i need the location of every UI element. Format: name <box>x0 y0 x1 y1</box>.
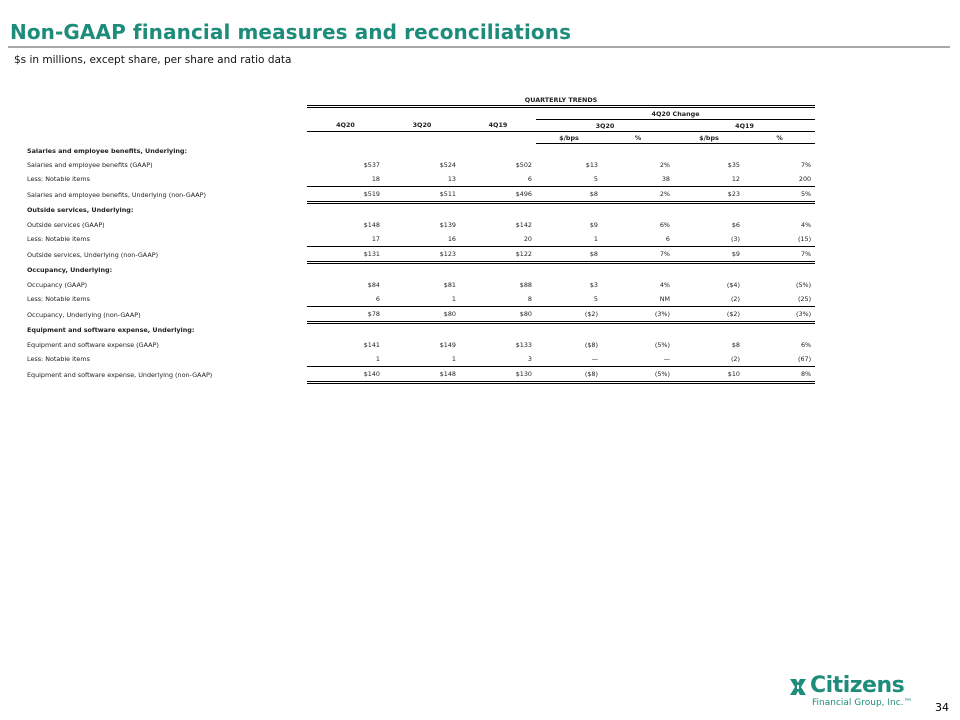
cell-value: ($4) <box>726 281 740 289</box>
row-label: Outside services, Underlying (non-GAAP) <box>27 250 159 259</box>
cell-value: $9 <box>589 221 598 229</box>
logo-wordmark: Citizens <box>810 673 905 698</box>
cell-value: 6% <box>800 341 812 349</box>
page-number: 34 <box>935 701 949 714</box>
section-label: Equipment and software expense, Underlying: <box>27 326 195 335</box>
page-subtitle: $s in millions, except share, per share and ratio data <box>14 54 292 66</box>
section-row <box>27 144 815 159</box>
empty-cell <box>384 323 460 339</box>
row-label: Salaries and employee benefits, Underlying (non-GAAP) <box>27 190 206 199</box>
cell-value: ($8) <box>584 341 598 349</box>
cell-value: 1 <box>307 352 384 367</box>
row-label: Less: Notable items <box>27 175 90 184</box>
cell-value: 16 <box>384 232 460 247</box>
cell-value: 7% <box>602 247 674 263</box>
page-title: Non-GAAP financial measures and reconciliations <box>10 20 572 44</box>
col-header-pct-4q19: % <box>744 132 815 144</box>
cell-value: $130 <box>460 367 536 383</box>
cell-value: ($2) <box>674 307 744 323</box>
cell-value: 12 <box>674 172 744 187</box>
cell-value: $122 <box>460 247 536 263</box>
cell-value: — <box>536 352 602 367</box>
table-row <box>27 172 815 187</box>
empty-cell <box>674 203 744 219</box>
cell-value: $80 <box>460 307 536 323</box>
cell-value: ($2) <box>536 307 602 323</box>
header-row-units <box>27 132 815 144</box>
cell-value: $80 <box>384 307 460 323</box>
empty-cell <box>744 263 815 279</box>
cell-value: $149 <box>439 341 456 349</box>
cell-value: $84 <box>367 281 380 289</box>
row-label: Less: Notable items <box>27 235 90 244</box>
cell-value: 6 <box>307 292 384 307</box>
cell-value: 6% <box>659 221 670 229</box>
empty-cell <box>384 144 460 159</box>
cell-value: 38 <box>602 172 674 187</box>
col-header-bps-3q20: $/bps <box>536 132 602 144</box>
cell-value: $8 <box>731 341 740 349</box>
cell-value: $8 <box>536 247 602 263</box>
cell-value: 7% <box>800 161 812 169</box>
table-row <box>27 247 815 263</box>
empty-cell <box>307 323 384 339</box>
header-row-group <box>27 94 815 107</box>
table-row <box>27 352 815 367</box>
cell-value: 20 <box>460 232 536 247</box>
cell-value: $511 <box>384 187 460 203</box>
row-label: Equipment and software expense, Underlying (non-GAAP) <box>27 370 213 379</box>
empty-cell <box>602 263 674 279</box>
cell-value: (5%) <box>795 281 812 289</box>
cell-value: $141 <box>363 341 380 349</box>
cell-value: (3%) <box>602 307 674 323</box>
cell-value: 4% <box>659 281 670 289</box>
cell-value: $88 <box>519 281 532 289</box>
cell-value: 17 <box>307 232 384 247</box>
cell-value: 6 <box>460 172 536 187</box>
cell-value: (2) <box>674 292 744 307</box>
empty-cell <box>744 203 815 219</box>
row-label: Less: Notable items <box>27 295 90 304</box>
cell-value: $139 <box>439 221 456 229</box>
empty-cell <box>384 203 460 219</box>
section-label: Outside services, Underlying: <box>27 206 134 215</box>
row-label: Salaries and employee benefits (GAAP) <box>27 161 153 169</box>
cell-value: $78 <box>307 307 384 323</box>
row-label: Occupancy, Underlying (non-GAAP) <box>27 310 141 319</box>
cell-value: 5 <box>536 172 602 187</box>
empty-cell <box>674 323 744 339</box>
cell-value: $10 <box>674 367 744 383</box>
cell-value: ($8) <box>536 367 602 383</box>
cell-value: $9 <box>674 247 744 263</box>
empty-cell <box>307 203 384 219</box>
cell-value: $6 <box>731 221 740 229</box>
cell-value: 1 <box>384 292 460 307</box>
cell-value: $131 <box>307 247 384 263</box>
empty-cell <box>460 323 536 339</box>
table-row <box>27 307 815 323</box>
empty-cell <box>744 144 815 159</box>
empty-cell <box>460 203 536 219</box>
empty-cell <box>536 323 602 339</box>
col-header-4q19: 4Q19 <box>460 120 536 132</box>
cell-value: 5 <box>536 292 602 307</box>
cell-value: 8 <box>460 292 536 307</box>
cell-value: $123 <box>384 247 460 263</box>
row-label: Equipment and software expense (GAAP) <box>27 341 159 349</box>
cell-value: $81 <box>443 281 456 289</box>
col-header-4q20: 4Q20 <box>307 120 384 132</box>
empty-cell <box>536 203 602 219</box>
empty-cell <box>536 263 602 279</box>
cell-value: $519 <box>307 187 384 203</box>
logo-subtitle: Financial Group, Inc.™ <box>812 698 913 708</box>
cell-value: 3 <box>460 352 536 367</box>
cell-value: 8% <box>744 367 815 383</box>
title-divider <box>8 46 950 48</box>
citizens-logo-icon <box>788 677 808 697</box>
change-group-4q19: 4Q19 <box>674 120 815 132</box>
cell-value: (2) <box>674 352 744 367</box>
cell-value: (5%) <box>654 341 670 349</box>
cell-value: (15) <box>744 232 815 247</box>
cell-value: $502 <box>515 161 532 169</box>
table-row <box>27 292 815 307</box>
empty-cell <box>674 144 744 159</box>
section-row <box>27 323 815 339</box>
quarterly-trends-header: QUARTERLY TRENDS <box>307 94 815 107</box>
cell-value: (3) <box>674 232 744 247</box>
table-row <box>27 338 815 352</box>
cell-value: 6 <box>602 232 674 247</box>
row-label: Occupancy (GAAP) <box>27 281 88 289</box>
cell-value: 2% <box>659 161 670 169</box>
row-label: Outside services (GAAP) <box>27 221 105 229</box>
cell-value: $524 <box>439 161 456 169</box>
empty-cell <box>307 144 384 159</box>
table-row <box>27 367 815 383</box>
header-row-change <box>27 107 815 120</box>
cell-value: 5% <box>744 187 815 203</box>
cell-value: 2% <box>602 187 674 203</box>
table-row <box>27 218 815 232</box>
cell-value: NM <box>602 292 674 307</box>
change-group-3q20: 3Q20 <box>536 120 674 132</box>
table-row <box>27 278 815 292</box>
empty-cell <box>744 323 815 339</box>
reconciliation-table <box>27 94 815 384</box>
cell-value: $496 <box>460 187 536 203</box>
empty-cell <box>384 263 460 279</box>
empty-cell <box>602 203 674 219</box>
table-row <box>27 232 815 247</box>
cell-value: $148 <box>363 221 380 229</box>
cell-value: $8 <box>536 187 602 203</box>
section-label: Salaries and employee benefits, Underlying: <box>27 146 188 155</box>
cell-value: 13 <box>384 172 460 187</box>
cell-value: $13 <box>585 161 598 169</box>
col-header-3q20: 3Q20 <box>384 120 460 132</box>
section-row <box>27 263 815 279</box>
empty-cell <box>460 263 536 279</box>
cell-value: (3%) <box>744 307 815 323</box>
empty-cell <box>536 144 602 159</box>
cell-value: $3 <box>589 281 598 289</box>
cell-value: (5%) <box>602 367 674 383</box>
empty-cell <box>602 323 674 339</box>
table-row <box>27 158 815 172</box>
cell-value: $35 <box>727 161 740 169</box>
cell-value: 18 <box>307 172 384 187</box>
cell-value: $23 <box>674 187 744 203</box>
cell-value: 1 <box>384 352 460 367</box>
col-header-pct-3q20: % <box>602 132 674 144</box>
cell-value: (67) <box>744 352 815 367</box>
section-label: Occupancy, Underlying: <box>27 266 113 275</box>
cell-value: $133 <box>515 341 532 349</box>
section-row <box>27 203 815 219</box>
cell-value: $148 <box>384 367 460 383</box>
header-row-quarters <box>27 120 815 132</box>
cell-value: 4% <box>800 221 812 229</box>
change-header: 4Q20 Change <box>536 107 815 120</box>
col-header-bps-4q19: $/bps <box>674 132 744 144</box>
empty-cell <box>674 263 744 279</box>
citizens-logo <box>788 673 913 711</box>
cell-value: (25) <box>744 292 815 307</box>
cell-value: — <box>602 352 674 367</box>
empty-cell <box>602 144 674 159</box>
cell-value: 200 <box>744 172 815 187</box>
cell-value: 1 <box>536 232 602 247</box>
cell-value: $537 <box>363 161 380 169</box>
empty-cell <box>460 144 536 159</box>
table-row <box>27 187 815 203</box>
cell-value: $140 <box>307 367 384 383</box>
row-label: Less: Notable items <box>27 355 90 364</box>
cell-value: $142 <box>515 221 532 229</box>
cell-value: 7% <box>744 247 815 263</box>
empty-cell <box>307 263 384 279</box>
